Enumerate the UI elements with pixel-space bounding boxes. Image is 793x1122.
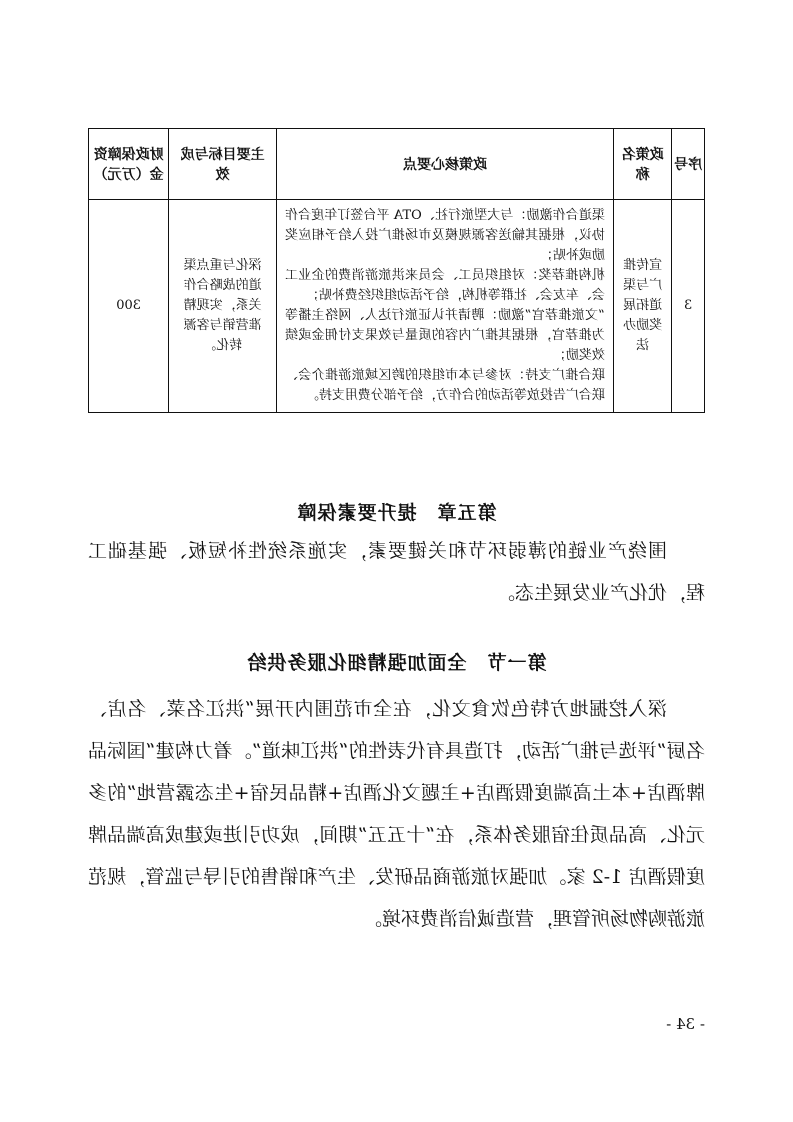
header-policy-name: 政策名称 — [613, 129, 671, 200]
chapter-intro-paragraph: 围绕产业链的薄弱环节和关键要素，实施系统性补短板、强基础工程，优化产业发展生态。 — [88, 540, 705, 604]
policy-table — [88, 128, 705, 413]
chapter-title: 第五章 提升要素保障 — [296, 502, 497, 524]
table-header-row — [89, 129, 705, 200]
section-title: 第一节 全面加强精细化服务供给 — [246, 652, 547, 674]
core-point: “文旅推荐官”激励：聘请并认证旅行达人、网络主播等为推荐官，根据其推广内容的质量与效果支付佣金或绩效奖励； — [285, 308, 605, 363]
row-policy-core — [277, 200, 614, 413]
section-body-paragraph: 深入挖掘地方特色饮食文化，在全市范围内开展“洪江名菜、名店、名厨”评选与推广活动，打造具有代表性的“洪江味道”。着力构建“国际品牌酒店+本土高端度假酒店+主题文化酒店+精品民宿+生态露营地”的多元化、高品质住宿服务体系，在“十五五”期间，成功引进或建成高端品牌度假酒店 1-2 家。加强对旅游商品研发、生产和销售的引导与监管，规范旅游购物场所管理，营造诚信消费环境。 — [88, 698, 705, 930]
header-fund: 财政保障资金（万元） — [89, 129, 169, 200]
row-goal: 深化与重点渠道的战略合作关系，实现精准营销与客源转化。 — [169, 200, 277, 413]
page-number: - 34 - — [666, 1015, 705, 1033]
row-fund: 300 — [89, 200, 169, 413]
row-no: 3 — [672, 200, 705, 413]
header-policy-core: 政策核心要点 — [277, 129, 614, 200]
core-point: 渠道合作激励：与大型旅行社、OTA 平台签订年度合作协议，根据其输送客源规模及市场推广投入给予相应奖励或补贴； — [285, 208, 605, 263]
table-row — [89, 200, 705, 413]
core-point: 机构推荐奖：对组织员工、会员来洪旅游消费的企业工会、车友会、社群等机构，给予活动组织经费补贴； — [285, 268, 605, 303]
row-policy-name: 宣传推广与渠道拓展奖励办法 — [613, 200, 671, 413]
core-point: 联合推广支持：对参与本市组织的跨区域旅游推介会、联合广告投放等活动的合作方，给予部分费用支持。 — [285, 368, 605, 403]
header-no: 序号 — [672, 129, 705, 200]
header-goal: 主要目标与成效 — [169, 129, 277, 200]
